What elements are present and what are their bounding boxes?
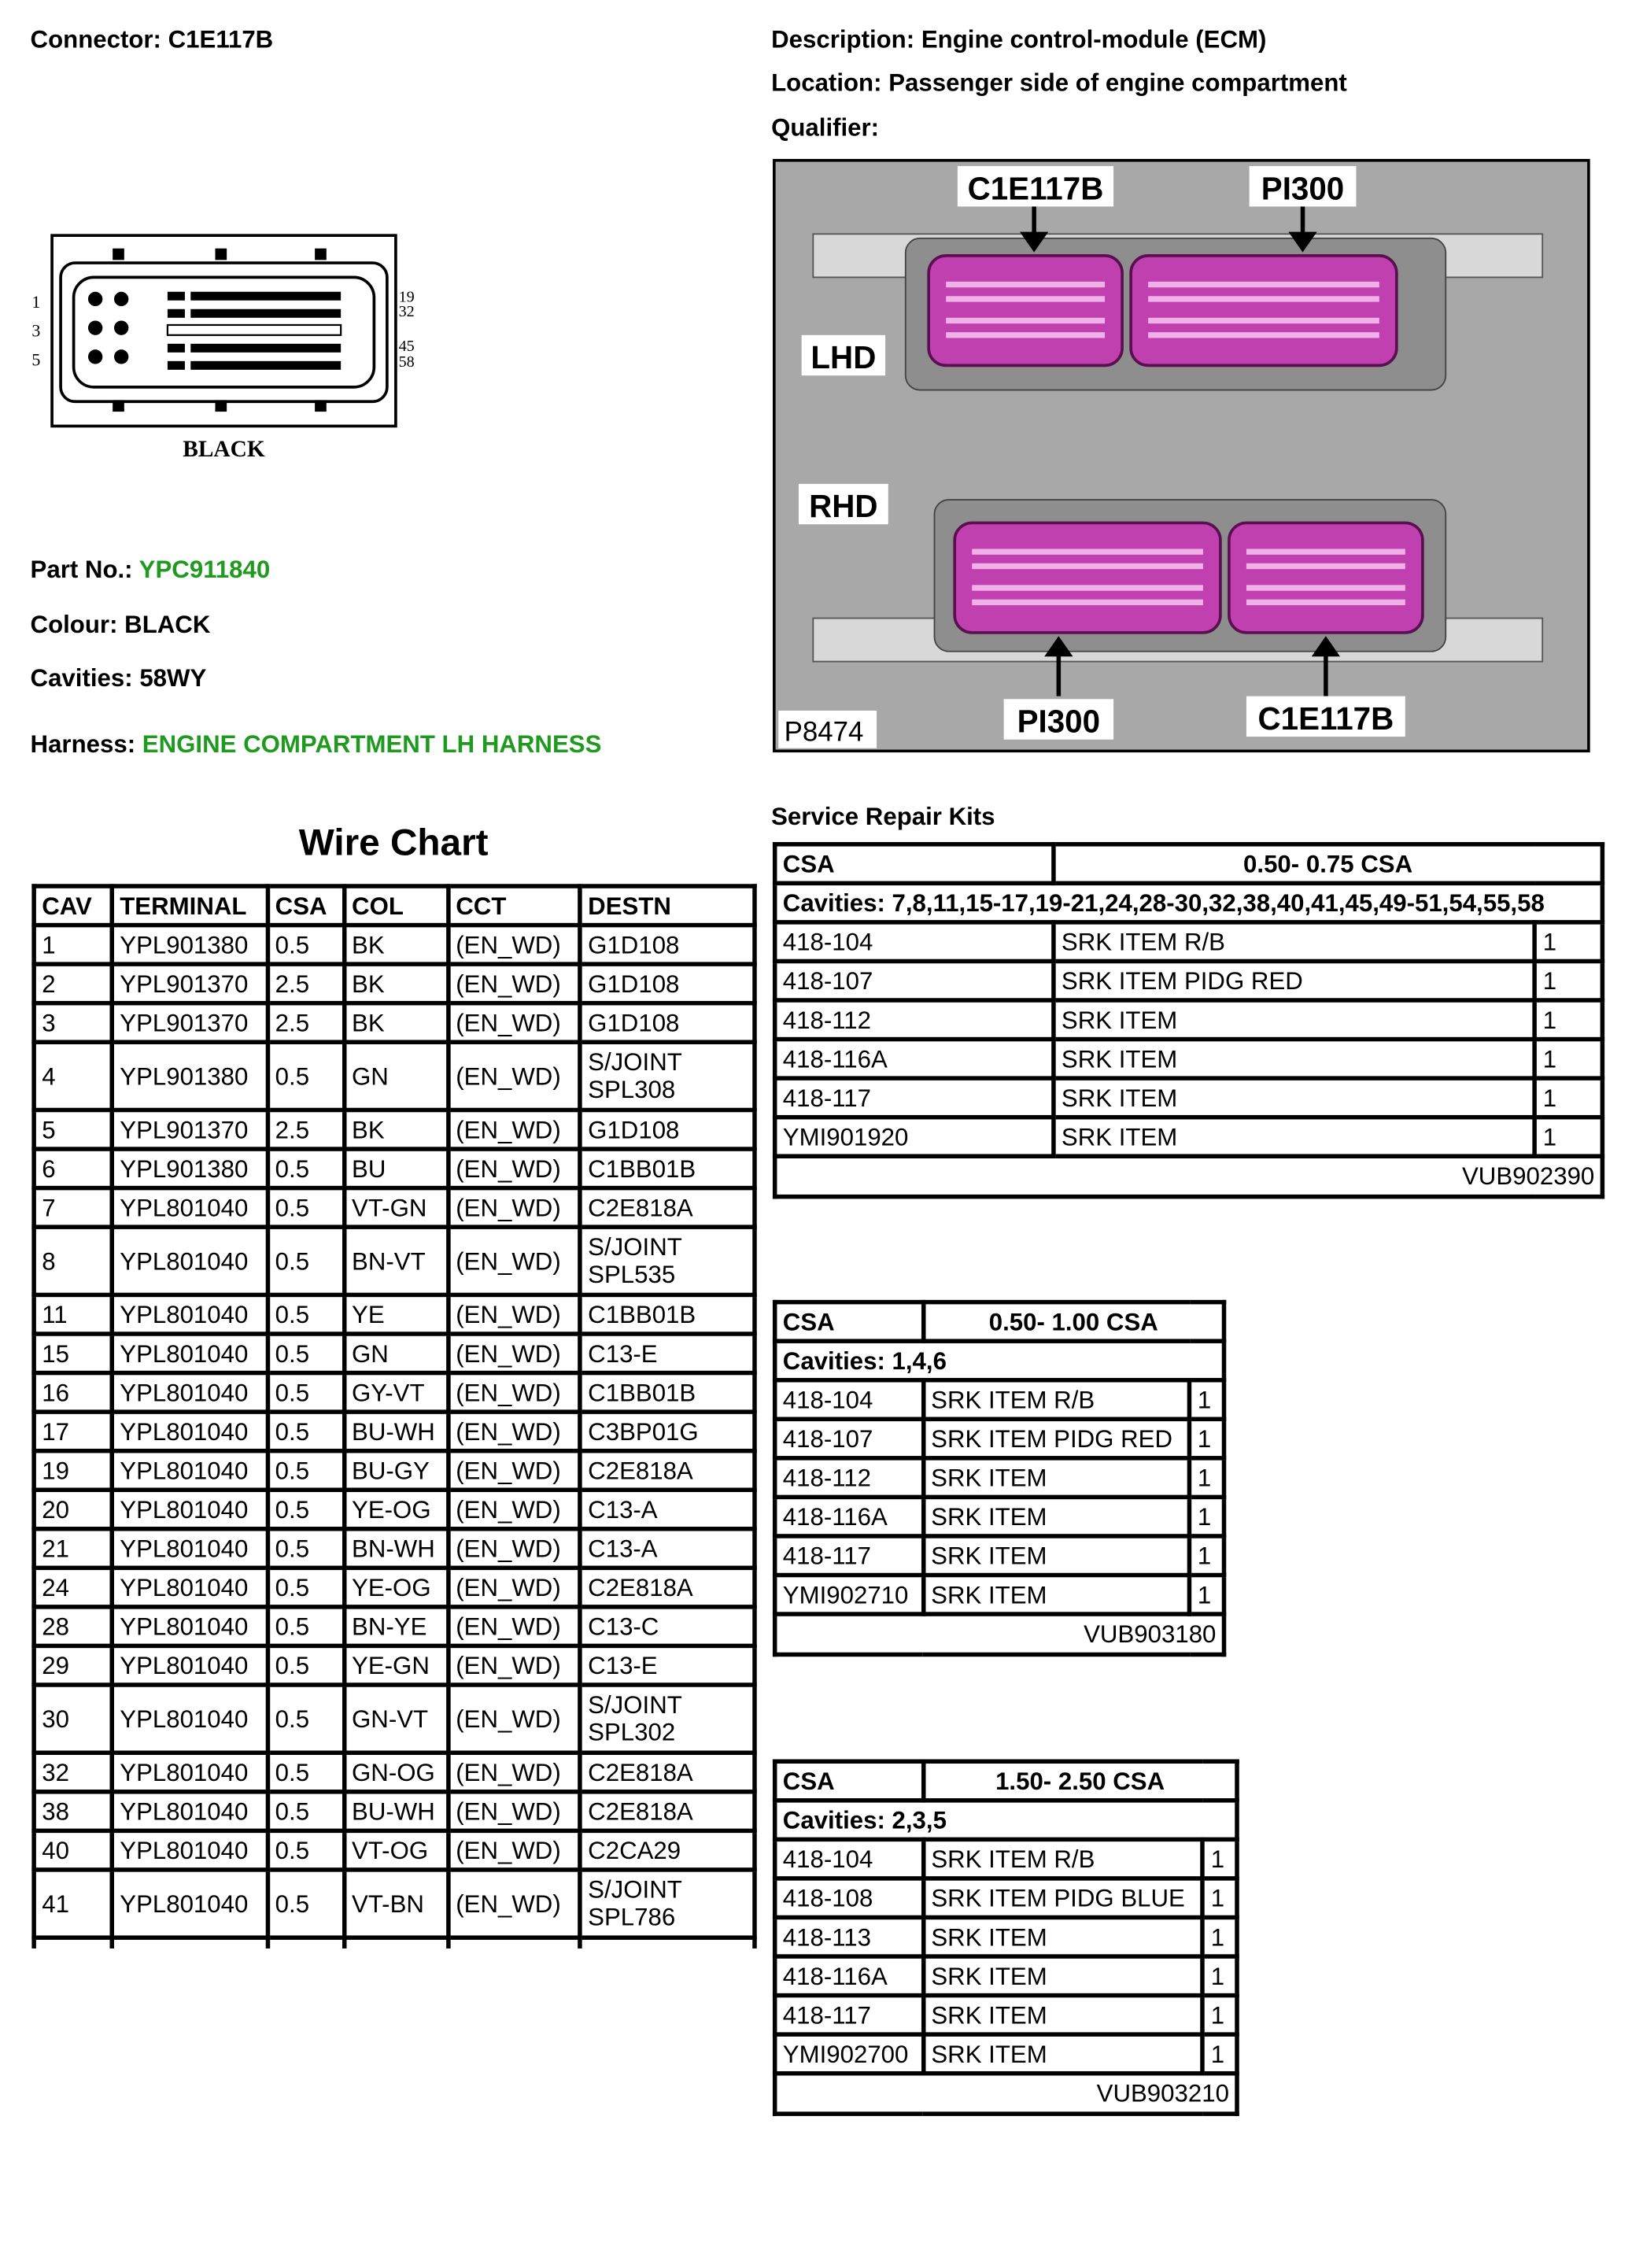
quantity-cell: 1: [1190, 1380, 1224, 1420]
csa-cell: 2.5: [268, 964, 344, 1003]
circuit-cell: (EN_WD): [448, 1334, 580, 1373]
circuit-cell: (EN_WD): [448, 1042, 580, 1110]
csa-cell: 2.5: [268, 1110, 344, 1150]
kit-item-row: [775, 1878, 1237, 1918]
destination-cell: C3BP01G: [580, 1412, 755, 1451]
cav-cell: 6: [34, 1149, 112, 1188]
terminal-cell: YPL801040: [112, 1870, 267, 1937]
item-description-cell: SRK ITEM PIDG RED: [923, 1419, 1190, 1458]
quantity-cell: 1: [1190, 1536, 1224, 1575]
cav-cell: 7: [34, 1188, 112, 1228]
quantity-cell: 1: [1190, 1458, 1224, 1498]
table-row: [34, 1003, 755, 1043]
label-pi300-top: PI300: [1261, 170, 1345, 207]
cav-cell: 19: [34, 1451, 112, 1490]
destination-cell: C1BB01B: [580, 1149, 755, 1188]
pin-label: 3: [31, 320, 41, 341]
empty-cell: [34, 1937, 112, 1948]
pin-label: 45: [398, 338, 415, 356]
terminal-cell: YPL801040: [112, 1334, 267, 1373]
part-number-cell: 418-116A: [775, 1040, 1054, 1079]
kit-header-row: [775, 844, 1603, 884]
cav-cell: 28: [34, 1607, 112, 1646]
circuit-cell: (EN_WD): [448, 1412, 580, 1451]
csa-cell: 0.5: [268, 1042, 344, 1110]
table-row: [34, 1830, 755, 1870]
destination-cell: S/JOINT SPL302: [580, 1685, 755, 1753]
part-number-cell: 418-104: [775, 1380, 923, 1420]
colour-cell: GN-OG: [344, 1753, 448, 1792]
kit-footer-row: [775, 1156, 1603, 1196]
circuit-cell: (EN_WD): [448, 1753, 580, 1792]
kit-header-row: [775, 1761, 1237, 1801]
csa-cell: 0.5: [268, 1188, 344, 1228]
item-description-cell: SRK ITEM R/B: [923, 1839, 1202, 1878]
item-description-cell: SRK ITEM: [1054, 1117, 1535, 1157]
circuit-cell: (EN_WD): [448, 1685, 580, 1753]
table-row: [34, 1334, 755, 1373]
item-description-cell: SRK ITEM: [923, 1536, 1190, 1575]
destination-cell: G1D108: [580, 925, 755, 965]
quantity-cell: 1: [1535, 1040, 1603, 1079]
part-number-cell: 418-108: [775, 1878, 924, 1918]
cav-cell: 3: [34, 1003, 112, 1043]
label-rhd: RHD: [809, 488, 878, 525]
cav-cell: 1: [34, 925, 112, 965]
terminal-cell: YPL801040: [112, 1529, 267, 1568]
terminal-cell: YPL801040: [112, 1685, 267, 1753]
quantity-cell: 1: [1190, 1419, 1224, 1458]
terminal-cell: YPL901370: [112, 964, 267, 1003]
kit-item-row: [775, 1419, 1224, 1458]
quantity-cell: 1: [1190, 1497, 1224, 1536]
harness: Harness: ENGINE COMPARTMENT LH HARNESS: [30, 730, 602, 759]
part-number-cell: 418-116A: [775, 1497, 923, 1536]
destination-cell: G1D108: [580, 964, 755, 1003]
terminal-cell: YPL901370: [112, 1003, 267, 1043]
kit-cavities: Cavities: 2,3,5: [775, 1801, 1237, 1840]
service-repair-kit-table: [773, 1760, 1239, 2116]
destination-cell: C1BB01B: [580, 1373, 755, 1413]
csa-label: CSA: [775, 844, 1054, 884]
part-number-cell: 418-117: [775, 1996, 924, 2035]
table-row: [34, 1412, 755, 1451]
colour-cell: BU-GY: [344, 1451, 448, 1490]
colour-cell: GN-VT: [344, 1685, 448, 1753]
cav-cell: 32: [34, 1753, 112, 1792]
csa-label: CSA: [775, 1761, 924, 1801]
ecm-location-image: [773, 159, 1590, 752]
kit-item-row: [775, 2034, 1237, 2074]
table-row: [34, 1042, 755, 1110]
kit-item-row: [775, 1497, 1224, 1536]
destination-cell: C13-E: [580, 1334, 755, 1373]
pin-label: 32: [398, 302, 415, 320]
terminal-cell: YPL801040: [112, 1792, 267, 1831]
terminal-cell: YPL801040: [112, 1646, 267, 1685]
pin-label: 5: [31, 349, 41, 370]
table-row: [34, 1792, 755, 1831]
colour-cell: VT-GN: [344, 1188, 448, 1228]
csa-cell: 0.5: [268, 1412, 344, 1451]
table-row-partial: [34, 1937, 755, 1948]
cav-cell: 11: [34, 1295, 112, 1334]
table-row: [34, 1685, 755, 1753]
kit-item-row: [775, 1117, 1603, 1157]
kit-item-row: [775, 1040, 1603, 1079]
empty-cell: [580, 1937, 755, 1948]
column-header: TERMINAL: [112, 886, 267, 925]
item-description-cell: SRK ITEM: [923, 1575, 1190, 1615]
terminal-cell: YPL801040: [112, 1490, 267, 1529]
empty-cell: [344, 1937, 448, 1948]
pin-label: 19: [398, 288, 415, 306]
kit-item-row: [775, 1917, 1237, 1956]
csa-range: 1.50- 2.50 CSA: [923, 1761, 1237, 1801]
qualifier: Qualifier:: [771, 113, 880, 142]
destination-cell: C2CA29: [580, 1830, 755, 1870]
item-description-cell: SRK ITEM: [923, 1497, 1190, 1536]
column-header: CAV: [34, 886, 112, 925]
table-row: [34, 1646, 755, 1685]
kit-cavities-row: [775, 1341, 1224, 1380]
item-description-cell: SRK ITEM R/B: [923, 1380, 1190, 1420]
item-description-cell: SRK ITEM: [923, 1956, 1202, 1996]
colour-cell: BK: [344, 1003, 448, 1043]
terminal-cell: YPL801040: [112, 1753, 267, 1792]
quantity-cell: 1: [1203, 1917, 1237, 1956]
terminal-cell: YPL801040: [112, 1830, 267, 1870]
cav-cell: 17: [34, 1412, 112, 1451]
circuit-cell: (EN_WD): [448, 1646, 580, 1685]
colour-cell: BK: [344, 1110, 448, 1150]
csa-cell: 0.5: [268, 1451, 344, 1490]
item-description-cell: SRK ITEM: [923, 1917, 1202, 1956]
quantity-cell: 1: [1203, 1839, 1237, 1878]
cav-cell: 41: [34, 1870, 112, 1937]
kit-item-row: [775, 1380, 1224, 1420]
colour-cell: BK: [344, 925, 448, 965]
colour-cell: BU-WH: [344, 1412, 448, 1451]
item-description-cell: SRK ITEM: [923, 1996, 1202, 2035]
csa-cell: 0.5: [268, 1830, 344, 1870]
circuit-cell: (EN_WD): [448, 1568, 580, 1607]
connector-label: Connector: C1E117B: [30, 26, 274, 54]
terminal-cell: YPL901380: [112, 1042, 267, 1110]
diagram-colour-label: BLACK: [183, 436, 265, 462]
terminal-cell: YPL801040: [112, 1227, 267, 1295]
quantity-cell: 1: [1203, 2034, 1237, 2074]
part-number-cell: 418-104: [775, 922, 1054, 962]
item-description-cell: SRK ITEM R/B: [1054, 922, 1535, 962]
csa-cell: 0.5: [268, 1490, 344, 1529]
part-number-cell: 418-117: [775, 1536, 923, 1575]
connector-face-diagram: [26, 231, 445, 477]
label-pi300-bottom: PI300: [1017, 703, 1101, 740]
terminal-cell: YPL901380: [112, 925, 267, 965]
destination-cell: C1BB01B: [580, 1295, 755, 1334]
circuit-cell: (EN_WD): [448, 1607, 580, 1646]
terminal-cell: YPL801040: [112, 1412, 267, 1451]
item-description-cell: SRK ITEM PIDG BLUE: [923, 1878, 1202, 1918]
table-row: [34, 964, 755, 1003]
destination-cell: C13-A: [580, 1490, 755, 1529]
colour-cell: GY-VT: [344, 1373, 448, 1413]
cav-cell: 29: [34, 1646, 112, 1685]
wire-chart-header-row: [34, 886, 755, 925]
colour-cell: GN: [344, 1042, 448, 1110]
csa-cell: 2.5: [268, 1003, 344, 1043]
location: Location: Passenger side of engine compartment: [771, 69, 1347, 97]
table-row: [34, 925, 755, 965]
quantity-cell: 1: [1203, 1996, 1237, 2035]
circuit-cell: (EN_WD): [448, 1188, 580, 1228]
part-number-cell: 418-116A: [775, 1956, 924, 1996]
table-row: [34, 1568, 755, 1607]
item-description-cell: SRK ITEM: [1054, 1040, 1535, 1079]
colour-cell: YE-GN: [344, 1646, 448, 1685]
part-number-cell: 418-107: [775, 961, 1054, 1000]
item-description-cell: SRK ITEM: [1054, 1000, 1535, 1040]
table-row: [34, 1607, 755, 1646]
terminal-cell: YPL801040: [112, 1373, 267, 1413]
circuit-cell: (EN_WD): [448, 1227, 580, 1295]
table-row: [34, 1188, 755, 1228]
cav-cell: 15: [34, 1334, 112, 1373]
circuit-cell: (EN_WD): [448, 1295, 580, 1334]
destination-cell: C13-E: [580, 1646, 755, 1685]
table-row: [34, 1149, 755, 1188]
cav-cell: 2: [34, 964, 112, 1003]
table-row: [34, 1753, 755, 1792]
csa-cell: 0.5: [268, 925, 344, 965]
csa-cell: 0.5: [268, 1568, 344, 1607]
colour-cell: YE-OG: [344, 1490, 448, 1529]
service-repair-kits-title: Service Repair Kits: [771, 803, 995, 831]
empty-cell: [112, 1937, 267, 1948]
item-description-cell: SRK ITEM: [923, 2034, 1202, 2074]
colour-cell: BK: [344, 964, 448, 1003]
cav-cell: 5: [34, 1110, 112, 1150]
circuit-cell: (EN_WD): [448, 1870, 580, 1937]
csa-cell: 0.5: [268, 1227, 344, 1295]
part-number-cell: YMI901920: [775, 1117, 1054, 1157]
part-number-cell: 418-107: [775, 1419, 923, 1458]
destination-cell: C2E818A: [580, 1188, 755, 1228]
cav-cell: 40: [34, 1830, 112, 1870]
destination-cell: G1D108: [580, 1110, 755, 1150]
csa-cell: 0.5: [268, 1753, 344, 1792]
service-repair-kit-table: [773, 1300, 1226, 1657]
circuit-cell: (EN_WD): [448, 1830, 580, 1870]
quantity-cell: 1: [1535, 1000, 1603, 1040]
terminal-cell: YPL901380: [112, 1149, 267, 1188]
kit-item-row: [775, 1536, 1224, 1575]
csa-label: CSA: [775, 1302, 923, 1342]
csa-cell: 0.5: [268, 1607, 344, 1646]
csa-cell: 0.5: [268, 1529, 344, 1568]
circuit-cell: (EN_WD): [448, 1451, 580, 1490]
part-number-cell: 418-104: [775, 1839, 924, 1878]
cav-cell: 30: [34, 1685, 112, 1753]
quantity-cell: 1: [1535, 961, 1603, 1000]
circuit-cell: (EN_WD): [448, 925, 580, 965]
empty-cell: [268, 1937, 344, 1948]
pin-label: 58: [398, 353, 415, 371]
table-row: [34, 1227, 755, 1295]
part-number-cell: 418-112: [775, 1000, 1054, 1040]
circuit-cell: (EN_WD): [448, 1003, 580, 1043]
destination-cell: S/JOINT SPL535: [580, 1227, 755, 1295]
column-header: CSA: [268, 886, 344, 925]
circuit-cell: (EN_WD): [448, 964, 580, 1003]
table-row: [34, 1529, 755, 1568]
cavities: Cavities: 58WY: [30, 664, 207, 693]
pin-label: 1: [31, 291, 41, 312]
destination-cell: C13-A: [580, 1529, 755, 1568]
table-row: [34, 1490, 755, 1529]
table-row: [34, 1451, 755, 1490]
cav-cell: 21: [34, 1529, 112, 1568]
csa-cell: 0.5: [268, 1334, 344, 1373]
table-row: [34, 1295, 755, 1334]
quantity-cell: 1: [1535, 1078, 1603, 1117]
circuit-cell: (EN_WD): [448, 1110, 580, 1150]
destination-cell: C2E818A: [580, 1753, 755, 1792]
circuit-cell: (EN_WD): [448, 1149, 580, 1188]
colour-cell: YE: [344, 1295, 448, 1334]
cav-cell: 4: [34, 1042, 112, 1110]
kit-number: VUB902390: [775, 1156, 1603, 1196]
column-header: COL: [344, 886, 448, 925]
destination-cell: C2E818A: [580, 1568, 755, 1607]
image-reference: P8474: [784, 716, 864, 748]
csa-cell: 0.5: [268, 1373, 344, 1413]
destination-cell: G1D108: [580, 1003, 755, 1043]
terminal-cell: YPL901370: [112, 1110, 267, 1150]
kit-number: VUB903180: [775, 1614, 1224, 1654]
csa-cell: 0.5: [268, 1295, 344, 1334]
item-description-cell: SRK ITEM: [1054, 1078, 1535, 1117]
quantity-cell: 1: [1190, 1575, 1224, 1615]
destination-cell: S/JOINT SPL786: [580, 1870, 755, 1937]
quantity-cell: 1: [1535, 922, 1603, 962]
item-description-cell: SRK ITEM: [923, 1458, 1190, 1498]
circuit-cell: (EN_WD): [448, 1490, 580, 1529]
circuit-cell: (EN_WD): [448, 1373, 580, 1413]
kit-cavities-row: [775, 883, 1603, 922]
colour: Colour: BLACK: [30, 611, 211, 639]
table-row: [34, 1110, 755, 1150]
kit-cavities-row: [775, 1801, 1237, 1840]
colour-cell: VT-OG: [344, 1830, 448, 1870]
part-number-cell: 418-112: [775, 1458, 923, 1498]
quantity-cell: 1: [1203, 1878, 1237, 1918]
colour-cell: BU-WH: [344, 1792, 448, 1831]
kit-item-row: [775, 1996, 1237, 2035]
terminal-cell: YPL801040: [112, 1451, 267, 1490]
cav-cell: 38: [34, 1792, 112, 1831]
label-c1e117b-top: C1E117B: [967, 170, 1104, 207]
cav-cell: 16: [34, 1373, 112, 1413]
destination-cell: C13-C: [580, 1607, 755, 1646]
column-header: DESTN: [580, 886, 755, 925]
terminal-cell: YPL801040: [112, 1568, 267, 1607]
csa-cell: 0.5: [268, 1685, 344, 1753]
wire-chart-table: [31, 884, 756, 1948]
terminal-cell: YPL801040: [112, 1607, 267, 1646]
terminal-cell: YPL801040: [112, 1295, 267, 1334]
colour-cell: GN: [344, 1334, 448, 1373]
colour-cell: BN-WH: [344, 1529, 448, 1568]
part-number-cell: YMI902700: [775, 2034, 924, 2074]
label-lhd: LHD: [810, 339, 877, 376]
cav-cell: 24: [34, 1568, 112, 1607]
cav-cell: 20: [34, 1490, 112, 1529]
kit-footer-row: [775, 1614, 1224, 1654]
kit-item-row: [775, 961, 1603, 1000]
service-repair-kit-table: [773, 842, 1604, 1199]
item-description-cell: SRK ITEM PIDG RED: [1054, 961, 1535, 1000]
kit-item-row: [775, 922, 1603, 962]
part-number-cell: 418-117: [775, 1078, 1054, 1117]
part-number-cell: 418-113: [775, 1917, 924, 1956]
cav-cell: 8: [34, 1227, 112, 1295]
table-row: [34, 1373, 755, 1413]
kit-footer-row: [775, 2074, 1237, 2114]
kit-item-row: [775, 1078, 1603, 1117]
circuit-cell: (EN_WD): [448, 1529, 580, 1568]
csa-range: 0.50- 1.00 CSA: [923, 1302, 1224, 1342]
label-c1e117b-bottom: C1E117B: [1257, 700, 1394, 737]
part-number: Part No.: YPC911840: [30, 556, 271, 584]
kit-item-row: [775, 1575, 1224, 1615]
kit-item-row: [775, 1839, 1237, 1878]
csa-cell: 0.5: [268, 1646, 344, 1685]
column-header: CCT: [448, 886, 580, 925]
colour-cell: BN-YE: [344, 1607, 448, 1646]
kit-number: VUB903210: [775, 2074, 1237, 2114]
terminal-cell: YPL801040: [112, 1188, 267, 1228]
csa-range: 0.50- 0.75 CSA: [1054, 844, 1603, 884]
wire-chart-title: Wire Chart: [298, 820, 489, 864]
quantity-cell: 1: [1203, 1956, 1237, 1996]
quantity-cell: 1: [1535, 1117, 1603, 1157]
circuit-cell: (EN_WD): [448, 1792, 580, 1831]
csa-cell: 0.5: [268, 1870, 344, 1937]
kit-item-row: [775, 1458, 1224, 1498]
csa-cell: 0.5: [268, 1792, 344, 1831]
colour-cell: YE-OG: [344, 1568, 448, 1607]
destination-cell: C2E818A: [580, 1451, 755, 1490]
destination-cell: S/JOINT SPL308: [580, 1042, 755, 1110]
colour-cell: BN-VT: [344, 1227, 448, 1295]
kit-header-row: [775, 1302, 1224, 1342]
colour-cell: VT-BN: [344, 1870, 448, 1937]
part-number-cell: YMI902710: [775, 1575, 923, 1615]
description: Description: Engine control-module (ECM): [771, 26, 1267, 54]
empty-cell: [448, 1937, 580, 1948]
destination-cell: C2E818A: [580, 1792, 755, 1831]
kit-cavities: Cavities: 1,4,6: [775, 1341, 1224, 1380]
kit-item-row: [775, 1000, 1603, 1040]
table-row: [34, 1870, 755, 1937]
kit-item-row: [775, 1956, 1237, 1996]
csa-cell: 0.5: [268, 1149, 344, 1188]
kit-cavities: Cavities: 7,8,11,15-17,19-21,24,28-30,32,38,40,41,45,49-51,54,55,58: [775, 883, 1603, 922]
colour-cell: BU: [344, 1149, 448, 1188]
